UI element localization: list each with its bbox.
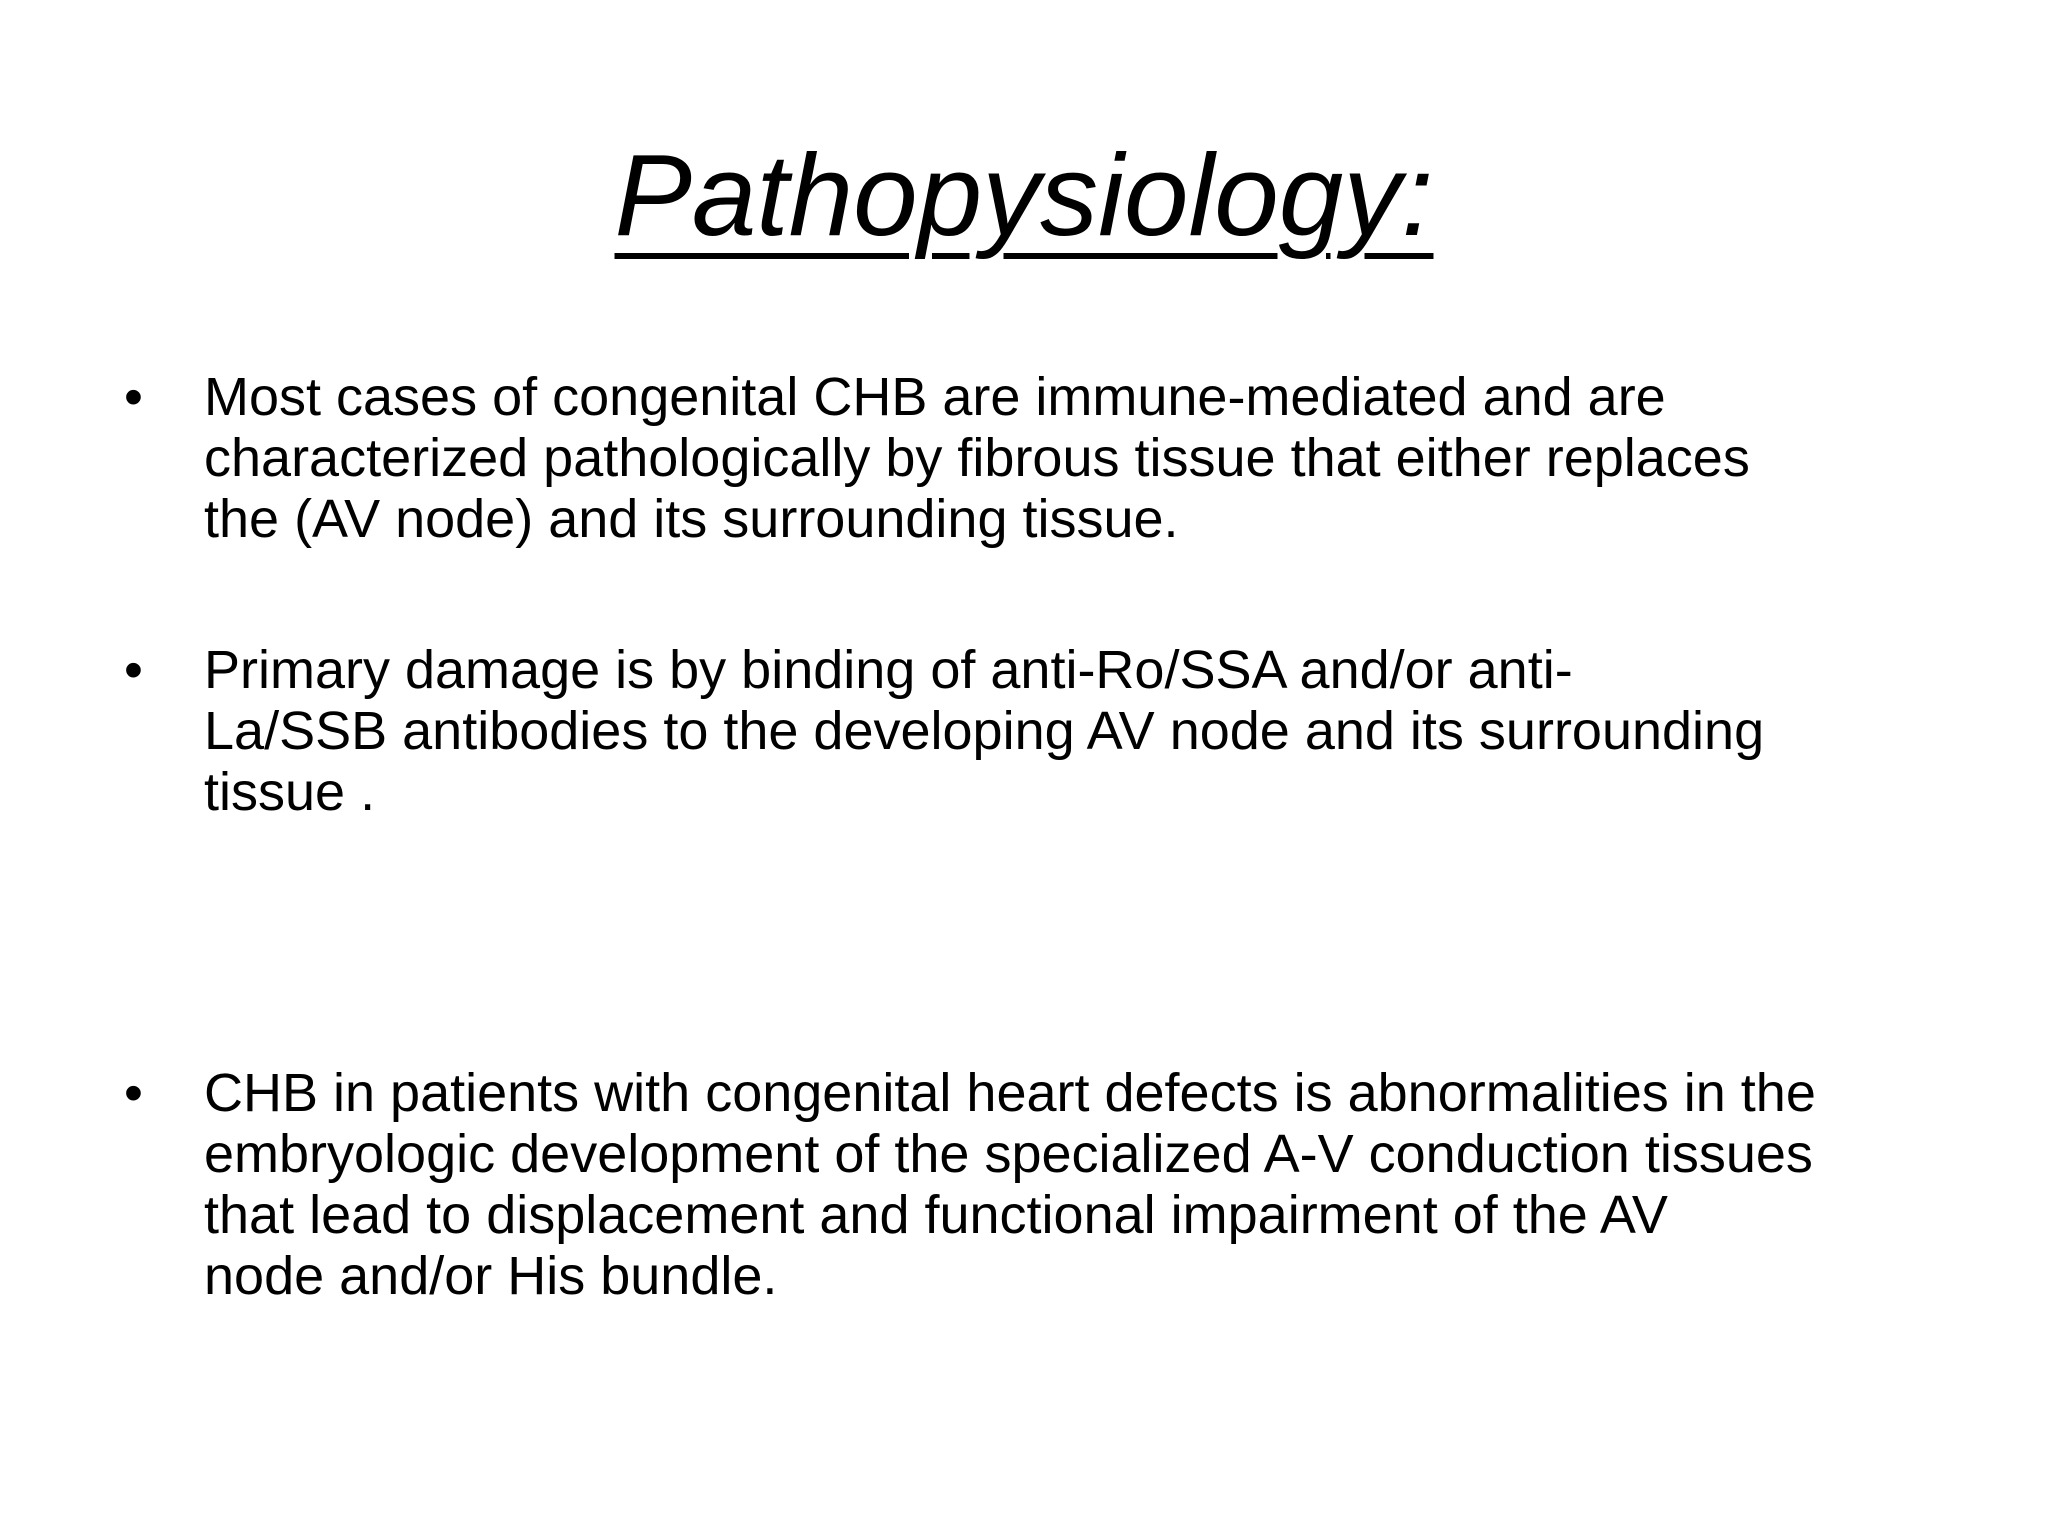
bullet-dot-icon: • (124, 367, 143, 427)
bullet-item (124, 1063, 1944, 1307)
bullet-dot-icon: • (124, 640, 143, 700)
bullet-item (124, 367, 1944, 550)
slide-title: Pathopysiology: (614, 130, 1434, 260)
bullet-text: Primary damage is by binding of anti-Ro/SSA and/or anti- La/SSB antibodies to the developing AV node and its surrounding tissue . (204, 640, 1765, 822)
bullet-text: Most cases of congenital CHB are immune-mediated and are characterized pathologically by fibrous tissue that either replaces the (AV node) and its surrounding tissue. (204, 367, 1750, 549)
bullet-dot-icon: • (124, 1063, 143, 1123)
bullet-item (124, 640, 1944, 823)
bullet-text: CHB in patients with congenital heart defects is abnormalities in the embryologic development of the specialized A-V conduction tissues that lead to displacement and functional impairment of the AV node and/or His bundle. (204, 1063, 1816, 1306)
